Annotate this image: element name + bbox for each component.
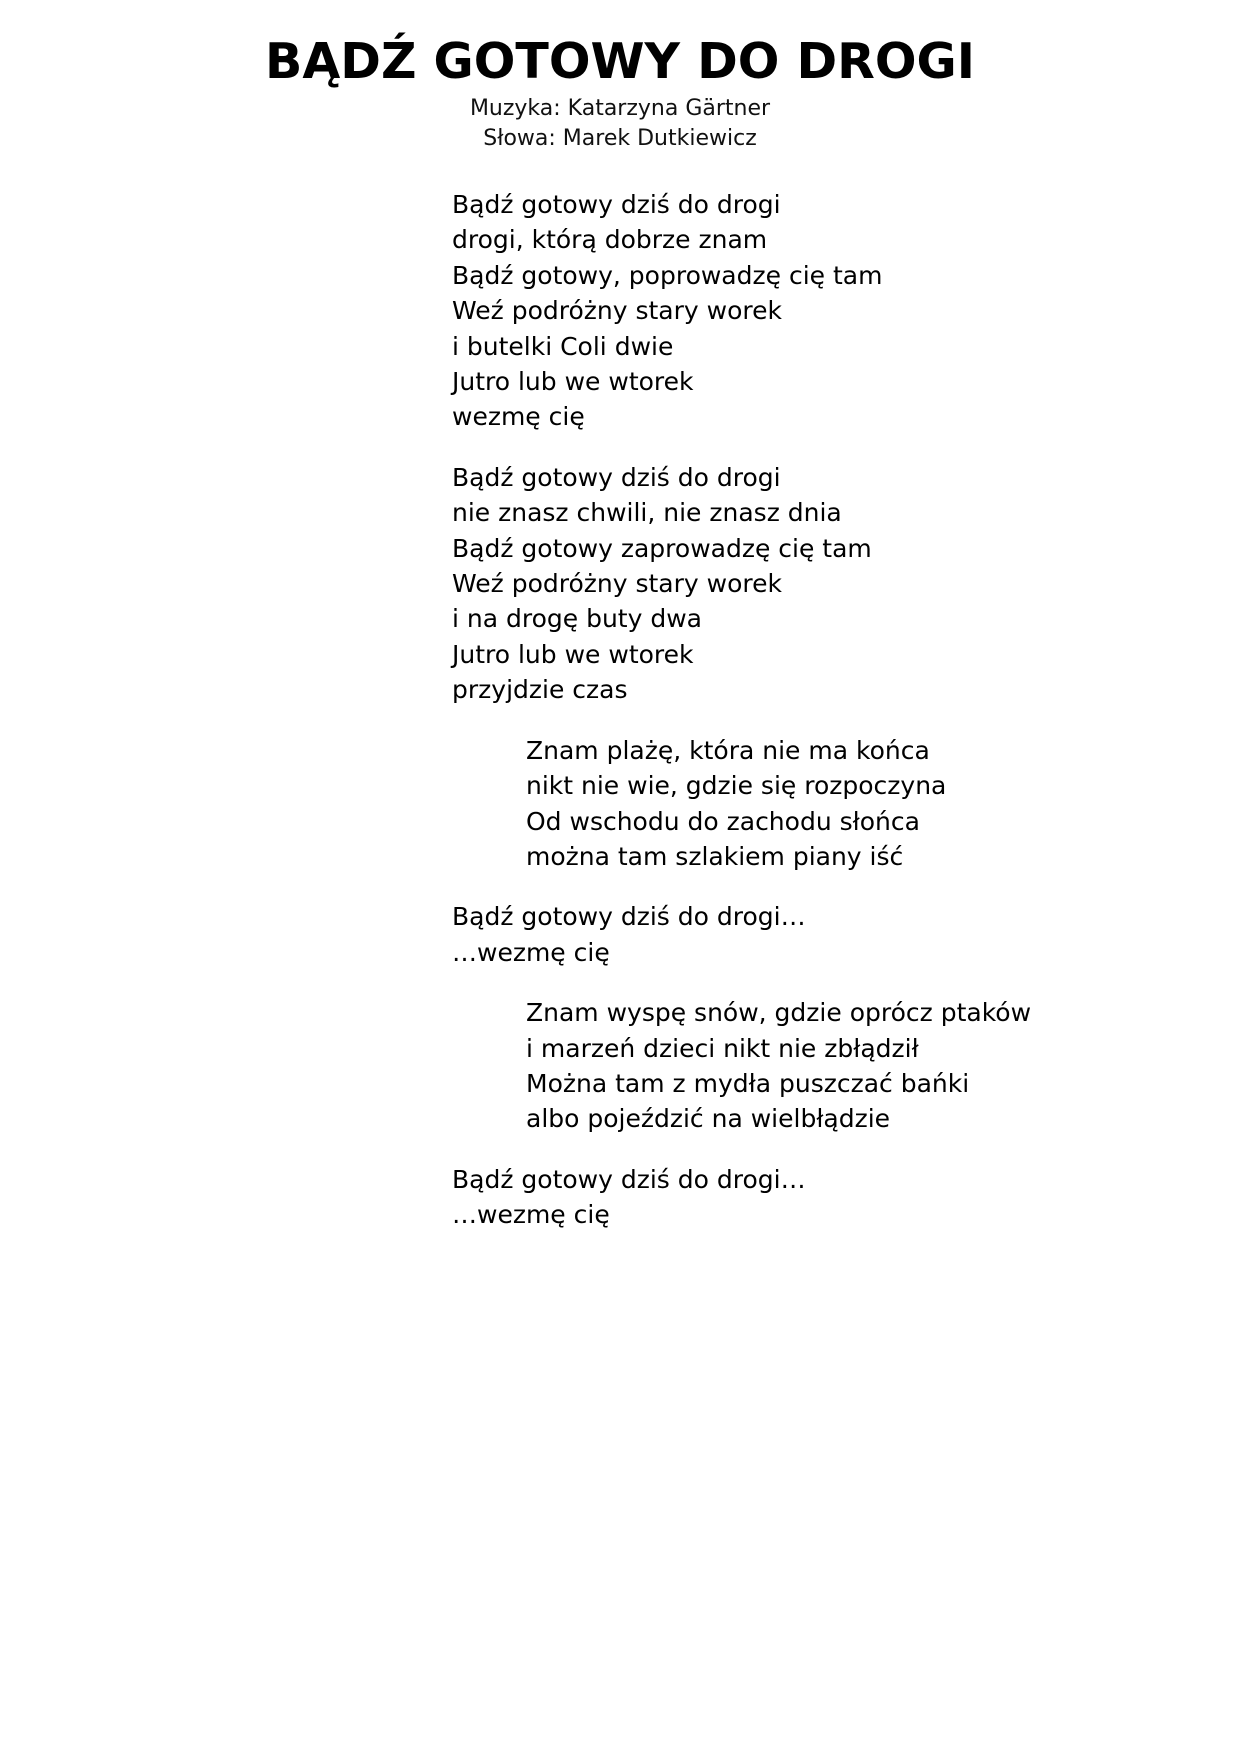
refrain-2 (452, 995, 1212, 1137)
lyric-line: Można tam z mydła puszczać bańki (526, 1068, 970, 1098)
lyric-line: można tam szlakiem piany iść (526, 841, 904, 871)
lyric-line: drogi, którą dobrze znam (452, 225, 768, 255)
lyric-line: nie znasz chwili, nie znasz dnia (452, 498, 842, 528)
lyric-line: Bądź gotowy dziś do drogi… (452, 1164, 806, 1194)
lyrics-body (452, 187, 1212, 1258)
lyric-line: Bądź gotowy dziś do drogi (452, 190, 781, 219)
lyric-line: Weź podróżny stary worek (452, 569, 782, 599)
lyric-line: i butelki Coli dwie (452, 331, 674, 361)
refrain-1 (452, 733, 1212, 875)
verse-1 (452, 187, 1212, 435)
lyric-line: nikt nie wie, gdzie się rozpoczyna (526, 771, 947, 801)
lyric-line: albo pojeździć na wielbłądzie (526, 1104, 891, 1134)
song-title: BĄDŹ GOTOWY DO DROGI (265, 33, 975, 90)
music-credit: Muzyka: Katarzyna Gärtner (469, 96, 771, 121)
verse-3 (452, 899, 1212, 970)
lyric-line: Znam plażę, która nie ma końca (526, 735, 930, 765)
lyric-line: Bądź gotowy, poprowadzę cię tam (452, 260, 883, 290)
lyric-line: …wezmę cię (452, 1200, 610, 1230)
lyric-line: …wezmę cię (452, 937, 610, 967)
lyric-line: Bądź gotowy dziś do drogi… (452, 902, 806, 932)
lyrics-credit: Słowa: Marek Dutkiewicz (483, 126, 757, 151)
lyric-line: Jutro lub we wtorek (452, 367, 694, 397)
lyric-line: Znam wyspę snów, gdzie oprócz ptaków (526, 998, 1032, 1028)
lyric-line: Bądź gotowy zaprowadzę cię tam (452, 533, 872, 563)
lyric-line: i na drogę buty dwa (452, 604, 702, 634)
verse-4 (452, 1162, 1212, 1233)
lyric-line: wezmę cię (452, 402, 585, 432)
lyric-line: i marzeń dzieci nikt nie zbłądził (526, 1033, 919, 1063)
lyric-line: Jutro lub we wtorek (452, 639, 694, 669)
song-header (0, 30, 1240, 154)
lyric-line: przyjdzie czas (452, 675, 628, 705)
verse-2 (452, 460, 1212, 708)
lyric-line: Od wschodu do zachodu słońca (526, 806, 920, 836)
lyric-line: Bądź gotowy dziś do drogi (452, 462, 781, 492)
lyric-line: Weź podróżny stary worek (452, 296, 782, 326)
